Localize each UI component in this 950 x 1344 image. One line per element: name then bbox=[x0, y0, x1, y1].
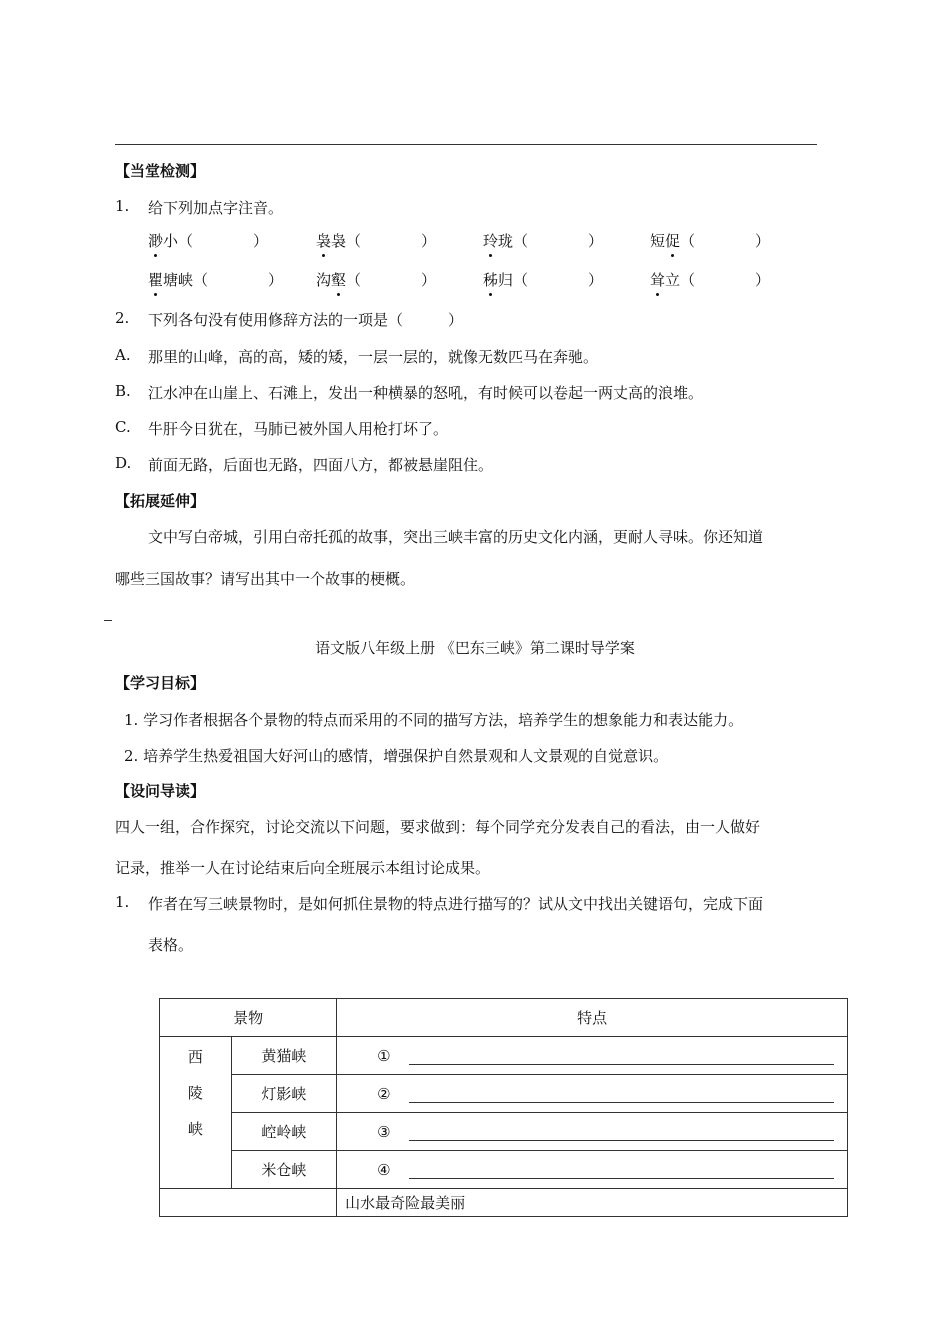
feature-mark-2: ② bbox=[377, 1084, 391, 1103]
question-2-text: 下列各句没有使用修辞方法的一项是（ ） bbox=[148, 311, 464, 329]
gorge-name-1: 黄猫峡 bbox=[231, 1037, 336, 1075]
question-1-text: 给下列加点字注音。 bbox=[148, 199, 284, 217]
group-char-1: 西 bbox=[187, 1048, 203, 1066]
answer-blank[interactable]: （ ） bbox=[513, 271, 604, 289]
pinyin-item bbox=[483, 269, 603, 290]
option-b-label: B. bbox=[115, 382, 131, 400]
feature-cell-1 bbox=[337, 1037, 848, 1075]
word-prefix: 沟 bbox=[316, 271, 332, 289]
word-suffix: 袅 bbox=[331, 232, 347, 250]
option-d-text: 前面无路，后面也无路，四面八方，都被悬崖阻住。 bbox=[148, 456, 494, 474]
divider-dash bbox=[104, 620, 112, 621]
option-a-text: 那里的山峰，高的高，矮的矮，一层一层的，就像无数匹马在奔驰。 bbox=[148, 348, 599, 366]
feature-cell-2 bbox=[337, 1075, 848, 1113]
option-a-label: A. bbox=[115, 346, 131, 364]
group-char-2: 陵 bbox=[187, 1084, 203, 1102]
word-suffix: 小 bbox=[163, 232, 179, 250]
question-2-number: 2. bbox=[115, 309, 130, 327]
group-char-3: 峡 bbox=[187, 1120, 203, 1138]
option-c-text: 牛肝今日犹在，马肺已被外国人用枪打坏了。 bbox=[148, 420, 449, 438]
answer-blank[interactable]: （ ） bbox=[346, 232, 437, 250]
question-1-number: 1. bbox=[115, 197, 130, 215]
lesson-title: 语文版八年级上册 《巴东三峡》第二课时导学案 bbox=[315, 639, 635, 657]
pinyin-item bbox=[148, 269, 283, 290]
answer-blank[interactable]: （ ） bbox=[513, 232, 604, 250]
features-table bbox=[159, 998, 848, 1217]
answer-blank[interactable]: （ ） bbox=[680, 232, 771, 250]
section-header-check: 【当堂检测】 bbox=[115, 162, 206, 180]
extension-paragraph-line1: 文中写白帝城，引用白帝托孤的故事，突出三峡丰富的历史文化内涵，更耐人寻味。你还知道 bbox=[148, 528, 764, 546]
word-suffix: 立 bbox=[665, 271, 681, 289]
word-suffix: 塘峡 bbox=[163, 271, 194, 289]
pinyin-item bbox=[148, 230, 268, 251]
word-suffix: 珑 bbox=[498, 232, 514, 250]
feature-mark-4: ④ bbox=[377, 1160, 391, 1179]
pinyin-item bbox=[650, 230, 770, 251]
top-rule bbox=[115, 144, 817, 145]
answer-line-2[interactable] bbox=[409, 1088, 834, 1103]
table-group-xiling bbox=[160, 1037, 232, 1189]
answer-blank[interactable]: （ ） bbox=[346, 271, 437, 289]
lesson-question-1-line2: 表格。 bbox=[148, 936, 194, 954]
table-header-features: 特点 bbox=[337, 999, 848, 1037]
section-header-guide: 【设问导读】 bbox=[115, 782, 206, 800]
table-header-scenery: 景物 bbox=[160, 999, 337, 1037]
feature-cell-4 bbox=[337, 1151, 848, 1189]
dotted-character: 渺 bbox=[148, 232, 164, 250]
lesson-question-1-number: 1. bbox=[115, 893, 130, 911]
answer-line-4[interactable] bbox=[409, 1164, 834, 1179]
option-d-label: D. bbox=[115, 454, 132, 472]
feature-mark-3: ③ bbox=[377, 1122, 391, 1141]
gorge-name-4: 米仓峡 bbox=[231, 1151, 336, 1189]
pinyin-item bbox=[650, 269, 770, 290]
pinyin-item bbox=[483, 230, 603, 251]
dotted-character: 瞿 bbox=[148, 271, 164, 289]
section-header-goals: 【学习目标】 bbox=[115, 674, 206, 692]
answer-line-3[interactable] bbox=[409, 1126, 834, 1141]
summary-empty-cell bbox=[160, 1189, 337, 1217]
pinyin-item bbox=[316, 269, 436, 290]
word-suffix: 归 bbox=[498, 271, 514, 289]
goal-2: 2. 培养学生热爱祖国大好河山的感情，增强保护自然景观和人文景观的自觉意识。 bbox=[124, 747, 669, 765]
answer-blank[interactable]: （ ） bbox=[178, 232, 269, 250]
dotted-character: 耸 bbox=[650, 271, 666, 289]
section-header-extension: 【拓展延伸】 bbox=[115, 492, 206, 510]
dotted-character: 秭 bbox=[483, 271, 499, 289]
option-c-label: C. bbox=[115, 418, 131, 436]
word-prefix: 短 bbox=[650, 232, 666, 250]
gorge-name-3: 崆岭峡 bbox=[231, 1113, 336, 1151]
dotted-character: 促 bbox=[665, 232, 681, 250]
option-b-text: 江水冲在山崖上、石滩上，发出一种横暴的怒吼，有时候可以卷起一两丈高的浪堆。 bbox=[148, 384, 704, 402]
dotted-character: 袅 bbox=[316, 232, 332, 250]
dotted-character: 玲 bbox=[483, 232, 499, 250]
pinyin-item bbox=[316, 230, 436, 251]
answer-blank[interactable]: （ ） bbox=[193, 271, 284, 289]
gorge-name-2: 灯影峡 bbox=[231, 1075, 336, 1113]
feature-cell-3 bbox=[337, 1113, 848, 1151]
dotted-character: 壑 bbox=[331, 271, 347, 289]
goal-1: 1. 学习作者根据各个景物的特点而采用的不同的描写方法，培养学生的想象能力和表达能力。 bbox=[124, 711, 744, 729]
guide-line1: 四人一组，合作探究，讨论交流以下问题，要求做到：每个同学充分发表自己的看法，由一人做好 bbox=[115, 818, 761, 836]
lesson-question-1-line1: 作者在写三峡景物时，是如何抓住景物的特点进行描写的？试从文中找出关键语句，完成下面 bbox=[148, 895, 764, 913]
answer-blank[interactable]: （ ） bbox=[680, 271, 771, 289]
feature-mark-1: ① bbox=[377, 1046, 391, 1065]
extension-paragraph-line2: 哪些三国故事？请写出其中一个故事的梗概。 bbox=[115, 570, 416, 588]
guide-line2: 记录，推举一人在讨论结束后向全班展示本组讨论成果。 bbox=[115, 859, 491, 877]
answer-line-1[interactable] bbox=[409, 1050, 834, 1065]
summary-cell: 山水最奇险最美丽 bbox=[337, 1189, 848, 1217]
